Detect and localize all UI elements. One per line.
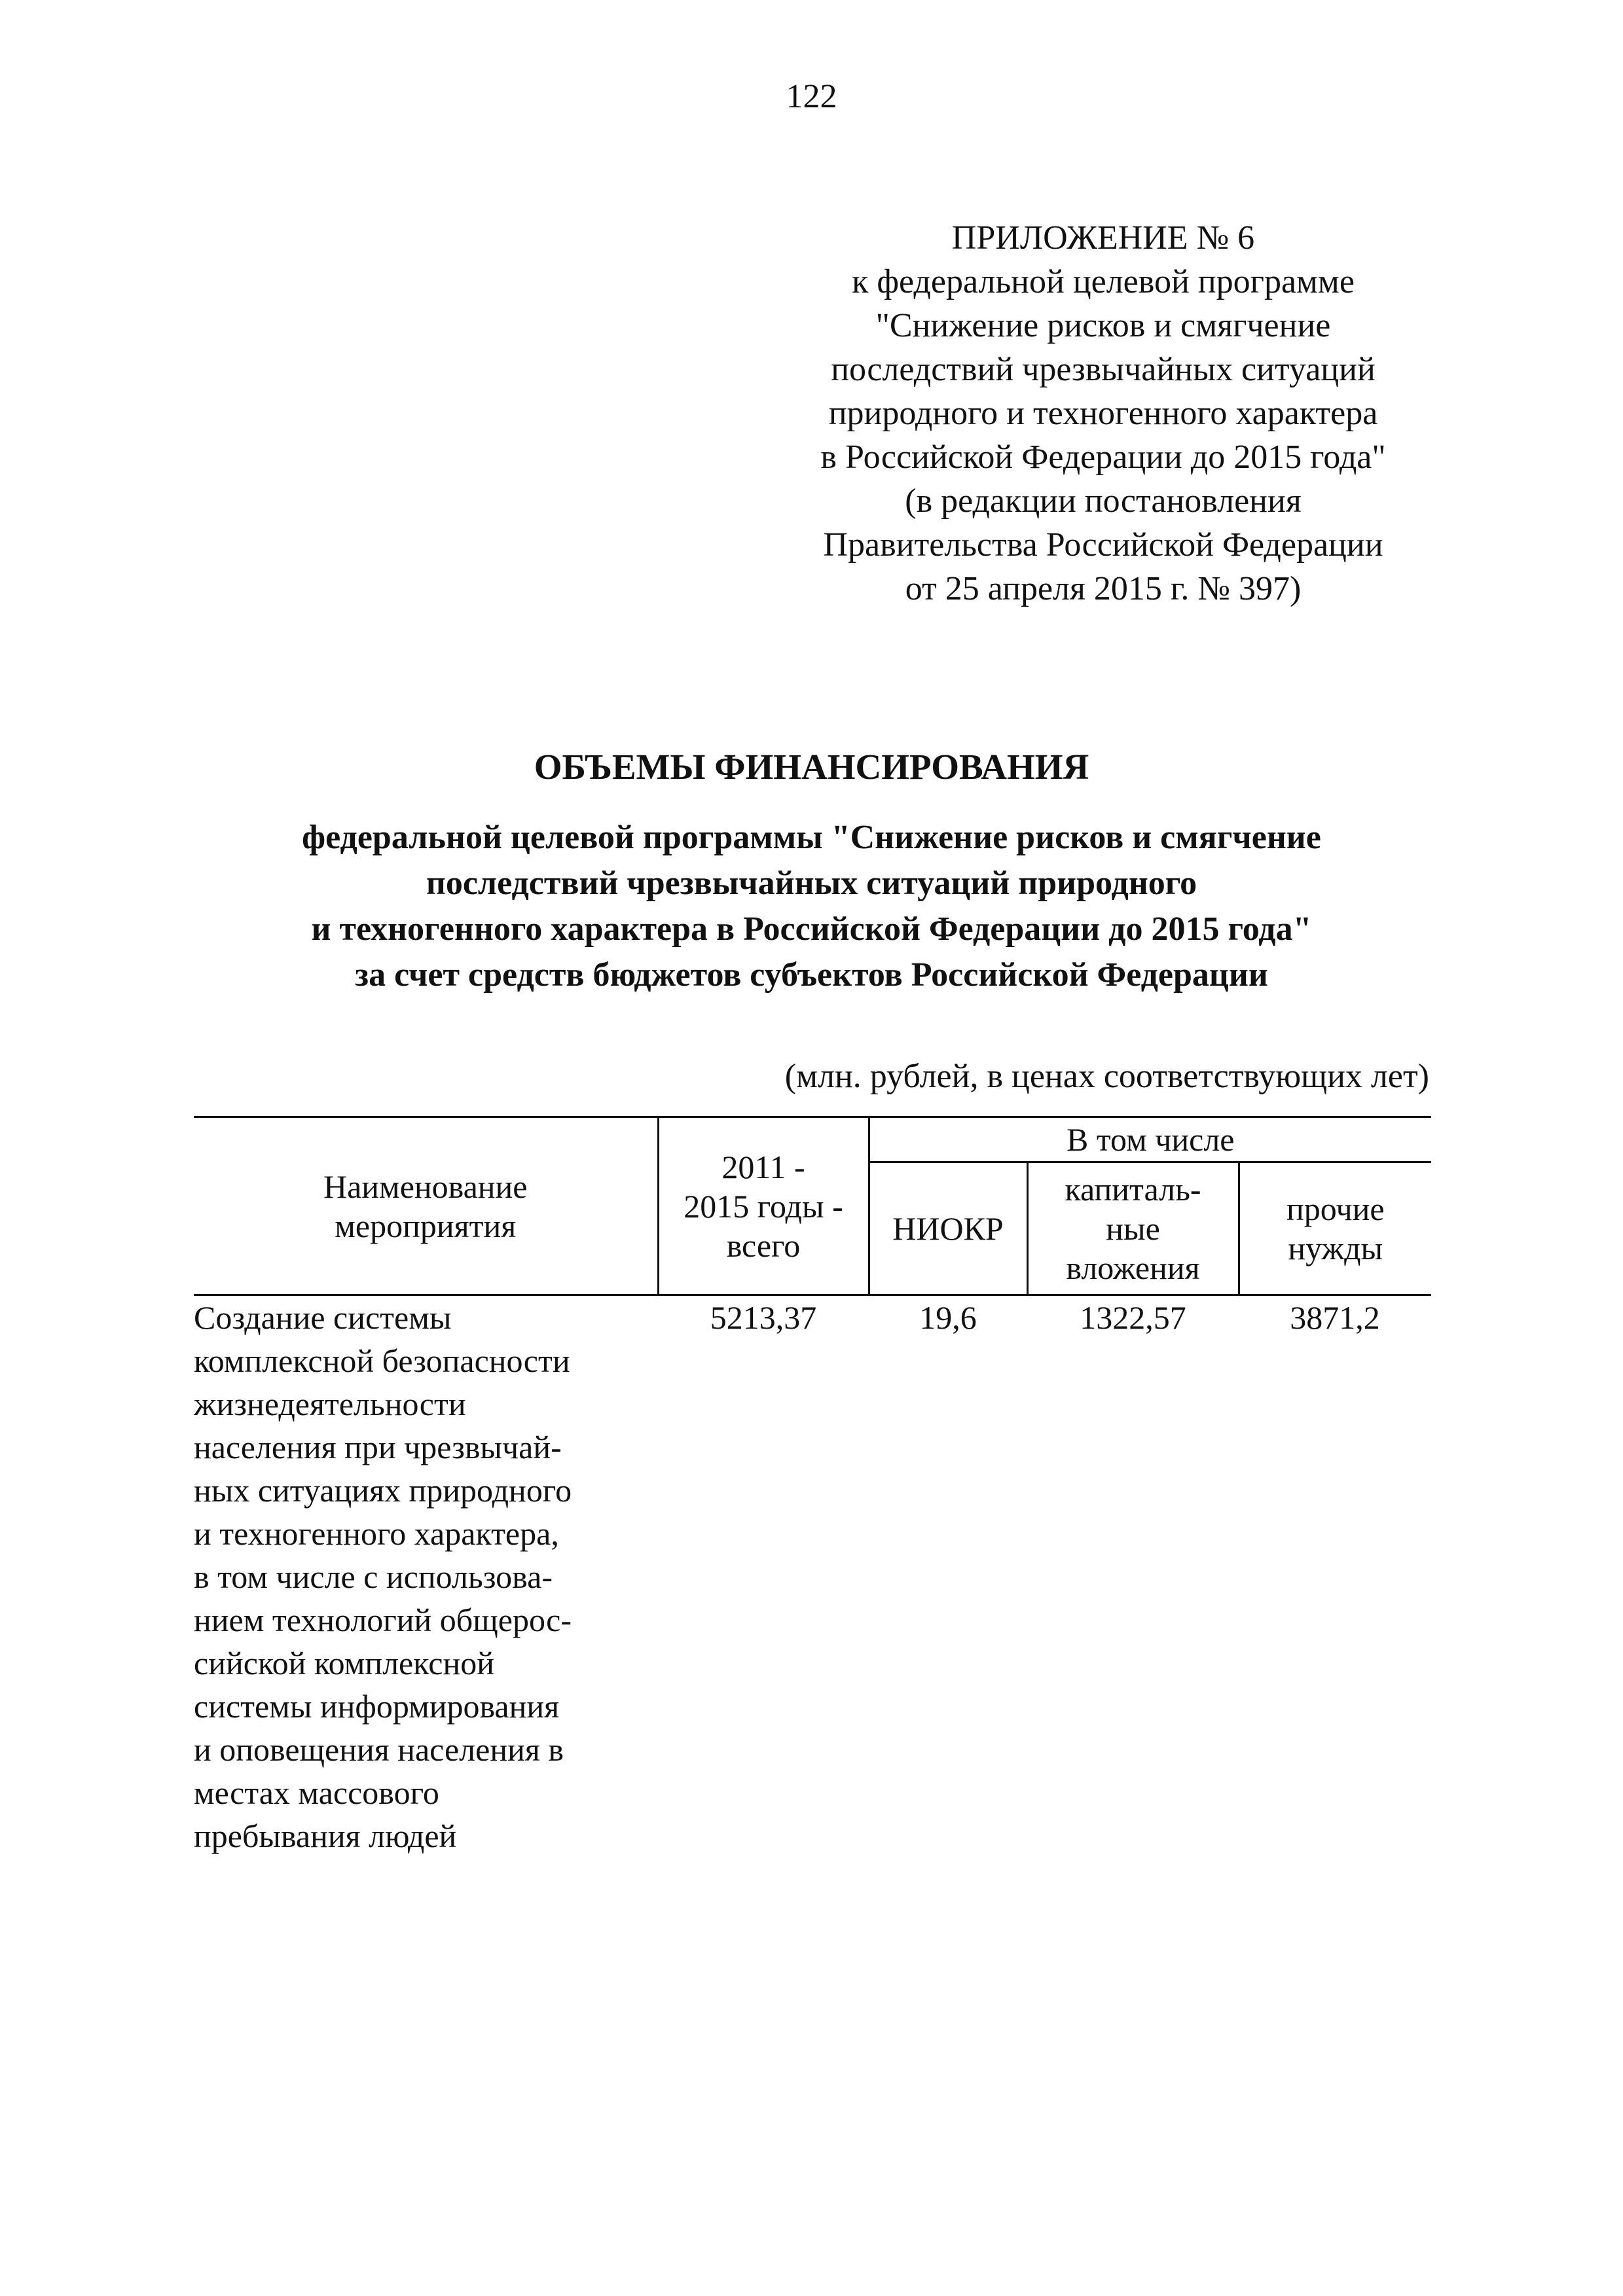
document-title: ОБЪЕМЫ ФИНАНСИРОВАНИЯ bbox=[534, 747, 1089, 787]
row-name-line: жизнедеятельности bbox=[194, 1386, 466, 1422]
header-name-line: Наименование bbox=[323, 1168, 528, 1205]
row-name-line: Создание системы bbox=[194, 1299, 452, 1336]
row-name-line: нием технологий общерос- bbox=[194, 1602, 572, 1638]
appendix-line: последствий чрезвычайных ситуаций bbox=[831, 351, 1376, 388]
appendix-line: "Снижение рисков и смягчение bbox=[875, 307, 1331, 344]
row-name-line: и оповещения населения в bbox=[194, 1731, 564, 1768]
subtitle-line: федеральной целевой программы "Снижение рисков и смягчение bbox=[302, 819, 1321, 856]
header-capital bbox=[1027, 1162, 1239, 1295]
header-niokr: НИОКР bbox=[869, 1162, 1027, 1295]
header-name-line: мероприятия bbox=[335, 1207, 517, 1244]
row-name-line: ных ситуациях природного bbox=[194, 1472, 572, 1509]
header-capital-line: ные bbox=[1106, 1210, 1160, 1247]
header-total-line: 2011 - bbox=[721, 1148, 805, 1185]
header-total bbox=[658, 1117, 869, 1295]
appendix-line: в Российской Федерации до 2015 года" bbox=[820, 439, 1386, 476]
header-including: В том числе bbox=[869, 1117, 1431, 1162]
row-name-line: и техногенного характера, bbox=[194, 1515, 559, 1552]
row-name-line: комплексной безопасности bbox=[194, 1342, 570, 1379]
header-other-line: прочие bbox=[1286, 1191, 1385, 1227]
row-name-line: сийской комплексной bbox=[194, 1645, 495, 1681]
row-name-line: в том числе с использова- bbox=[194, 1558, 553, 1595]
appendix-line: от 25 апреля 2015 г. № 397) bbox=[905, 570, 1302, 607]
document-subtitle bbox=[0, 815, 1623, 998]
appendix-line: Правительства Российской Федерации bbox=[823, 526, 1383, 564]
header-capital-line: вложения bbox=[1066, 1249, 1200, 1286]
header-other-line: нужды bbox=[1288, 1230, 1383, 1266]
row-name bbox=[194, 1295, 658, 1858]
header-total-line: всего bbox=[726, 1227, 801, 1264]
appendix-line: природного и техногенного характера bbox=[828, 395, 1378, 432]
header-total-line: 2015 годы - bbox=[684, 1187, 843, 1225]
appendix-line: (в редакции постановления bbox=[905, 482, 1302, 520]
row-niokr: 19,6 bbox=[919, 1299, 977, 1336]
header-name bbox=[194, 1117, 658, 1295]
appendix-line: к федеральной целевой программе bbox=[852, 263, 1355, 300]
header-capital-line: капиталь- bbox=[1065, 1171, 1201, 1208]
appendix-heading: ПРИЛОЖЕНИЕ № 6 bbox=[951, 219, 1255, 257]
table-row bbox=[194, 1295, 1431, 1858]
appendix-block bbox=[740, 216, 1467, 611]
row-name-line: системы информирования bbox=[194, 1688, 560, 1725]
subtitle-line: за счет средств бюджетов субъектов Российской Федерации bbox=[355, 956, 1268, 994]
row-other: 3871,2 bbox=[1290, 1299, 1380, 1336]
header-other bbox=[1239, 1162, 1431, 1295]
row-capital: 1322,57 bbox=[1080, 1299, 1186, 1336]
row-name-line: пребывания людей bbox=[194, 1818, 457, 1854]
financing-table bbox=[194, 1116, 1431, 1857]
subtitle-line: и техногенного характера в Российской Федерации до 2015 года" bbox=[311, 910, 1312, 948]
page-number: 122 bbox=[786, 78, 837, 115]
subtitle-line: последствий чрезвычайных ситуаций природного bbox=[426, 865, 1197, 902]
row-total: 5213,37 bbox=[710, 1299, 817, 1336]
units-note: (млн. рублей, в ценах соответствующих лет) bbox=[784, 1058, 1429, 1095]
row-name-line: местах массового bbox=[194, 1774, 439, 1811]
row-name-line: населения при чрезвычай- bbox=[194, 1429, 562, 1465]
